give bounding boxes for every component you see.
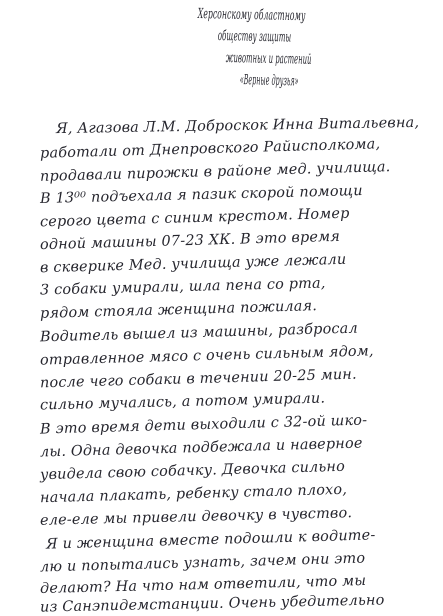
letter-line: в скверике Мед. училища уже лежали <box>39 251 347 277</box>
letter-line: Я и женщина вместе подошли к водите- <box>45 527 376 553</box>
address-line: «Верные друзья» <box>239 72 299 90</box>
letter-line: одной машины 07-23 ХК. В это время <box>39 228 341 254</box>
letter-line: серого цвета с синим крестом. Номер <box>39 205 350 231</box>
letter-line: В это время дети выходили с 32-ой шко- <box>39 412 368 438</box>
letter-line: Водитель вышел из машины, разбросал <box>39 320 359 346</box>
letter-line: 3 собаки умирали, шла пена со рта, <box>39 275 326 299</box>
address-line: животных и растений <box>225 50 312 68</box>
address-line: обществу защиты <box>217 28 292 46</box>
letter-line: делают? На что нам ответили, что мы <box>39 573 367 597</box>
letter-line: из Санэпидемстанции. Очень убедительно <box>39 592 385 616</box>
letter-line: рядом стояла женщина пожилая. <box>39 298 318 322</box>
letter-line: В 13⁰⁰ подъехала я пазик скорой помощи <box>39 183 363 207</box>
letter-line: начала плакать, ребенку стало плохо, <box>39 481 348 507</box>
letter-line: сильно мучались, а потом умирали. <box>39 390 326 414</box>
letter-line: работали от Днепровского Райисполкома, <box>39 136 381 162</box>
letter-line: продавали пирожки в районе мед. училища. <box>39 159 391 185</box>
letter-line: отравленное мясо с очень сильным ядом, <box>39 343 374 369</box>
letter-line: лы. Одна девочка подбежала и наверное <box>39 435 363 461</box>
letter-line: еле-еле мы привели девочку в чувство. <box>39 505 353 529</box>
letter-line: лю и попытались узнать, зачем они это <box>39 550 366 576</box>
letter-line: после чего собаки в течении 20-25 мин. <box>39 366 358 392</box>
address-line: Херсонскому областному <box>197 6 306 25</box>
letter-line: Я, Агазова Л.М. Доброскок Инна Витальевна, <box>55 114 420 138</box>
letter-line: увидела свою собачку. Девочка сильно <box>39 458 346 484</box>
